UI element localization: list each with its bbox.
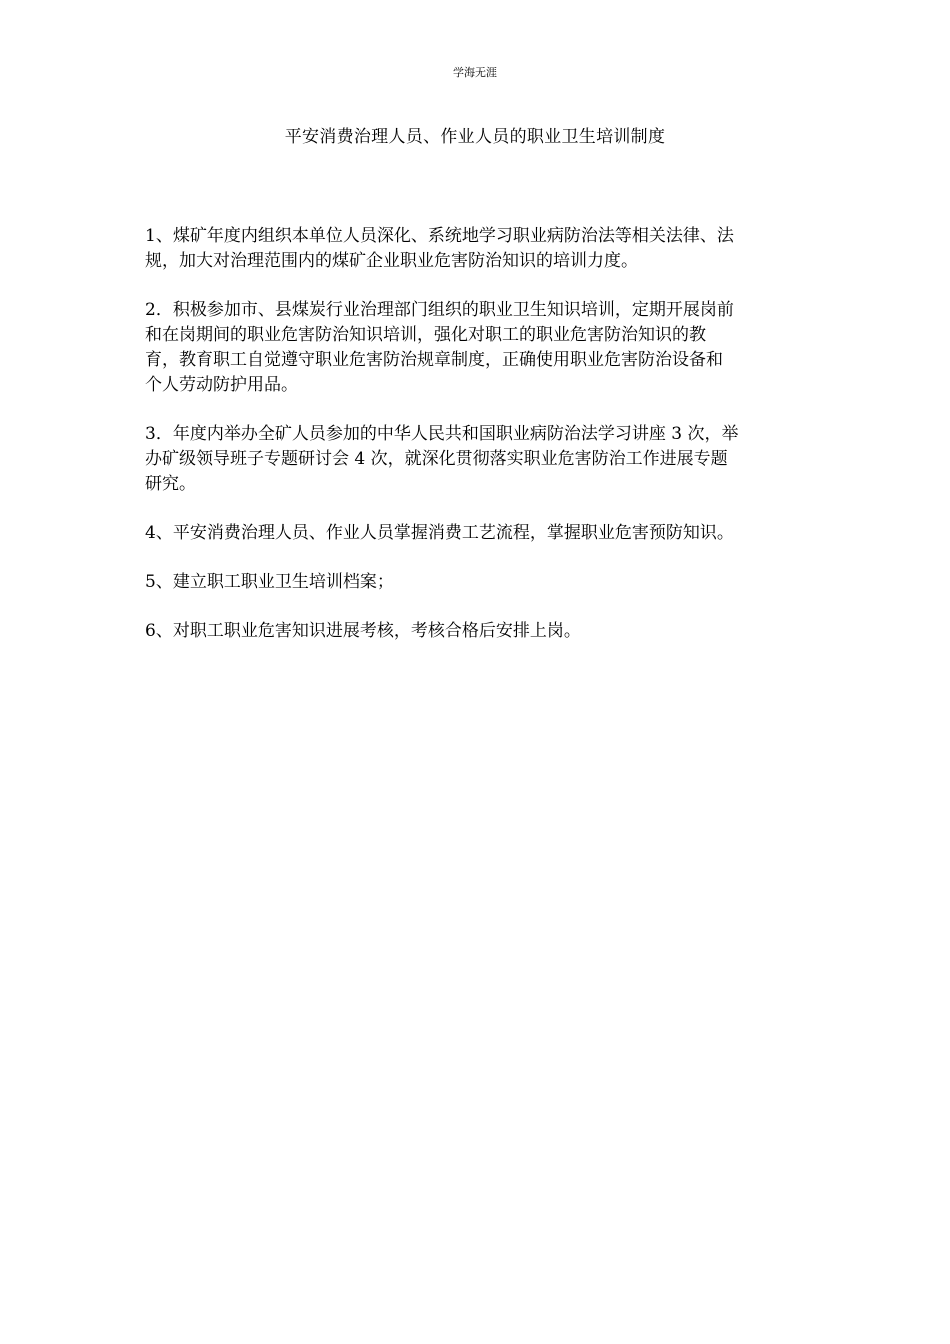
document-title: 平安消费治理人员、作业人员的职业卫生培训制度: [284, 127, 666, 147]
paragraph-line: 办矿级领导班子专题研讨会 4 次，就深化贯彻落实职业危害防治工作进展专题: [145, 449, 728, 469]
paragraph-line: 1、煤矿年度内组织本单位人员深化、系统地学习职业病防治法等相关法律、法: [145, 226, 734, 246]
paragraph-line: 4、平安消费治理人员、作业人员掌握消费工艺流程，掌握职业危害预防知识。: [145, 523, 734, 543]
page-header: 学海无涯: [453, 66, 497, 79]
paragraph-4: [145, 521, 807, 546]
paragraph-5: [145, 570, 807, 595]
paragraph-1: [145, 224, 807, 274]
paragraph-line: 2．积极参加市、县煤炭行业治理部门组织的职业卫生知识培训，定期开展岗前: [145, 300, 734, 320]
paragraph-line: 和在岗期间的职业危害防治知识培训，强化对职工的职业危害防治知识的教: [145, 325, 706, 345]
paragraph-6: [145, 619, 807, 644]
paragraph-line: 研究。: [145, 474, 196, 494]
document-body: [145, 224, 807, 668]
paragraph-line: 个人劳动防护用品。: [145, 375, 298, 395]
paragraph-line: 规，加大对治理范围内的煤矿企业职业危害防治知识的培训力度。: [145, 251, 638, 271]
paragraph-3: [145, 422, 807, 497]
paragraph-line: 3．年度内举办全矿人员参加的中华人民共和国职业病防治法学习讲座 3 次，举: [145, 424, 739, 444]
paragraph-line: 育，教育职工自觉遵守职业危害防治规章制度，正确使用职业危害防治设备和: [145, 350, 723, 370]
paragraph-line: 6、对职工职业危害知识进展考核，考核合格后安排上岗。: [145, 621, 581, 641]
paragraph-line: 5、建立职工职业卫生培训档案；: [145, 572, 394, 592]
paragraph-2: [145, 298, 807, 398]
